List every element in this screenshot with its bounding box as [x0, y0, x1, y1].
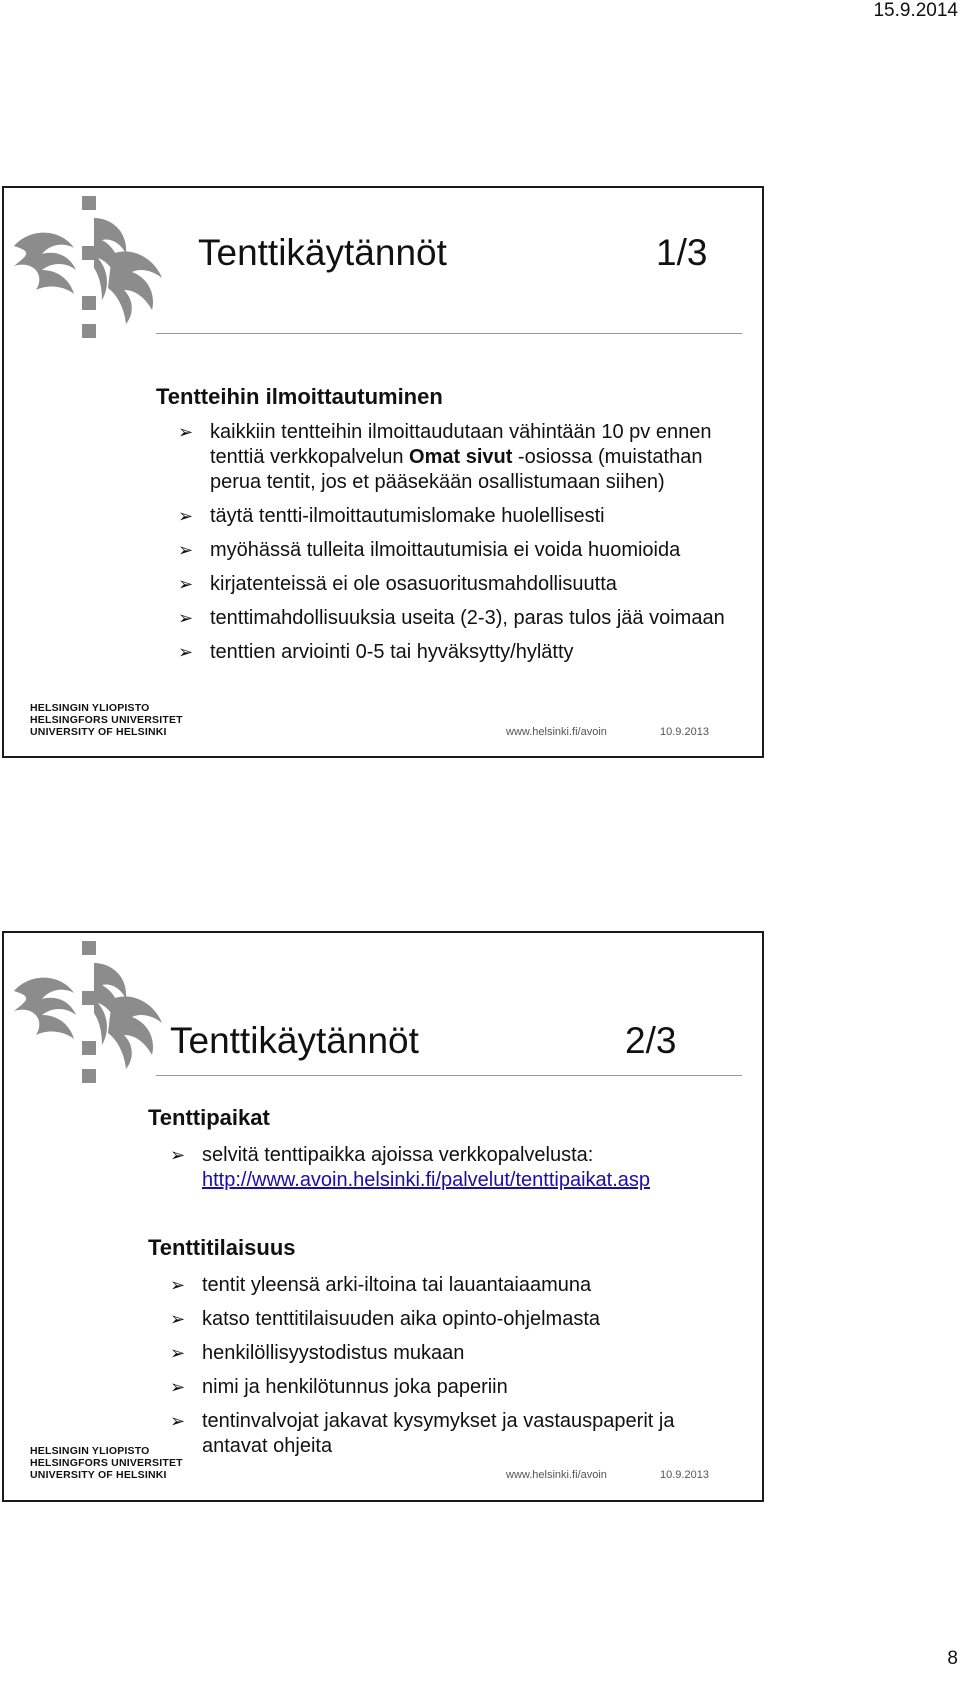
bullet-text: täytä tentti-ilmoittautumislomake huolellisesti: [210, 505, 605, 527]
wordmark-line: UNIVERSITY OF HELSINKI: [30, 1469, 167, 1481]
list-item: [170, 1341, 740, 1366]
slide-title: Tenttikäytännöt: [170, 1020, 419, 1061]
list-item: [170, 1307, 740, 1332]
bullet-text: tentinvalvojat jakavat kysymykset ja vastauspaperit ja antavat ohjeita: [202, 1410, 675, 1457]
list-item: [178, 572, 748, 597]
footer-date: 10.9.2013: [660, 726, 709, 738]
footer-url: www.helsinki.fi/avoin: [506, 726, 607, 738]
list-item: [178, 606, 748, 631]
arrow-bullet-icon: ➢: [170, 1377, 186, 1397]
arrow-bullet-icon: ➢: [170, 1309, 186, 1329]
list-item: [178, 640, 748, 665]
list-item: [170, 1273, 740, 1298]
bullet-text: kaikkiin tentteihin ilmoittaudutaan vähintään 10 pv ennen tenttiä verkkopalvelun: [210, 421, 712, 468]
arrow-bullet-icon: ➢: [178, 422, 194, 442]
bullet-text: tentit yleensä arki-iltoina tai lauantaiaamuna: [202, 1274, 592, 1296]
bullet-text: selvitä tenttipaikka ajoissa verkkopalvelusta:: [202, 1144, 594, 1166]
bullet-text: tenttien arviointi 0-5 tai hyväksytty/hylätty: [210, 641, 574, 663]
slide-page-indicator: 2/3: [625, 1020, 677, 1061]
list-item: [170, 1143, 740, 1193]
bullet-emphasis: Omat sivut: [409, 446, 513, 468]
arrow-bullet-icon: ➢: [170, 1343, 186, 1363]
slide-page-indicator: 1/3: [656, 232, 708, 273]
arrow-bullet-icon: ➢: [170, 1145, 186, 1165]
section-heading: Tenttitilaisuus: [148, 1235, 296, 1260]
arrow-bullet-icon: ➢: [178, 608, 194, 628]
arrow-bullet-icon: ➢: [178, 506, 194, 526]
bullet-text: kirjatenteissä ei ole osasuoritusmahdollisuutta: [210, 573, 617, 595]
title-divider: [156, 333, 742, 334]
list-item: [170, 1375, 740, 1400]
wordmark-line: HELSINGIN YLIOPISTO: [30, 1445, 150, 1457]
slide-2: [2, 931, 764, 1502]
wordmark-line: HELSINGFORS UNIVERSITET: [30, 714, 183, 726]
university-flame-logo-icon: [12, 941, 164, 1083]
list-item: [178, 420, 748, 495]
wordmark-line: UNIVERSITY OF HELSINKI: [30, 726, 167, 738]
wordmark-line: HELSINGFORS UNIVERSITET: [30, 1457, 183, 1469]
section-heading: Tentteihin ilmoittautuminen: [156, 384, 443, 409]
bullet-text: tenttimahdollisuuksia useita (2-3), paras tulos jää voimaan: [210, 607, 725, 629]
title-divider: [156, 1075, 742, 1076]
arrow-bullet-icon: ➢: [170, 1411, 186, 1431]
exam-locations-link[interactable]: http://www.avoin.helsinki.fi/palvelut/tenttipaikat.asp: [202, 1169, 651, 1191]
footer-url: www.helsinki.fi/avoin: [506, 1469, 607, 1481]
bullet-list: [170, 1143, 740, 1202]
page-number: 8: [947, 1648, 958, 1669]
university-flame-logo-icon: [12, 196, 164, 338]
slide-1: [2, 186, 764, 758]
bullet-text: nimi ja henkilötunnus joka paperiin: [202, 1376, 508, 1398]
print-date: 15.9.2014: [873, 0, 958, 21]
bullet-list: [170, 1273, 740, 1468]
wordmark-line: HELSINGIN YLIOPISTO: [30, 702, 150, 714]
arrow-bullet-icon: ➢: [178, 574, 194, 594]
arrow-bullet-icon: ➢: [170, 1275, 186, 1295]
bullet-text: myöhässä tulleita ilmoittautumisia ei voida huomioida: [210, 539, 681, 561]
arrow-bullet-icon: ➢: [178, 540, 194, 560]
list-item: [170, 1409, 740, 1459]
footer-date: 10.9.2013: [660, 1469, 709, 1481]
section-heading: Tenttipaikat: [148, 1105, 270, 1130]
list-item: [178, 538, 748, 563]
slide-title: Tenttikäytännöt: [198, 232, 447, 273]
list-item: [178, 504, 748, 529]
arrow-bullet-icon: ➢: [178, 642, 194, 662]
bullet-text: henkilöllisyystodistus mukaan: [202, 1342, 465, 1364]
university-wordmark: [30, 1445, 183, 1481]
university-wordmark: [30, 702, 183, 738]
bullet-text-continued: -osiossa (muistathan perua tentit, jos et pääsekään osallistumaan siihen): [210, 446, 703, 493]
bullet-text: katso tenttitilaisuuden aika opinto-ohjelmasta: [202, 1308, 601, 1330]
bullet-list: [178, 420, 748, 674]
